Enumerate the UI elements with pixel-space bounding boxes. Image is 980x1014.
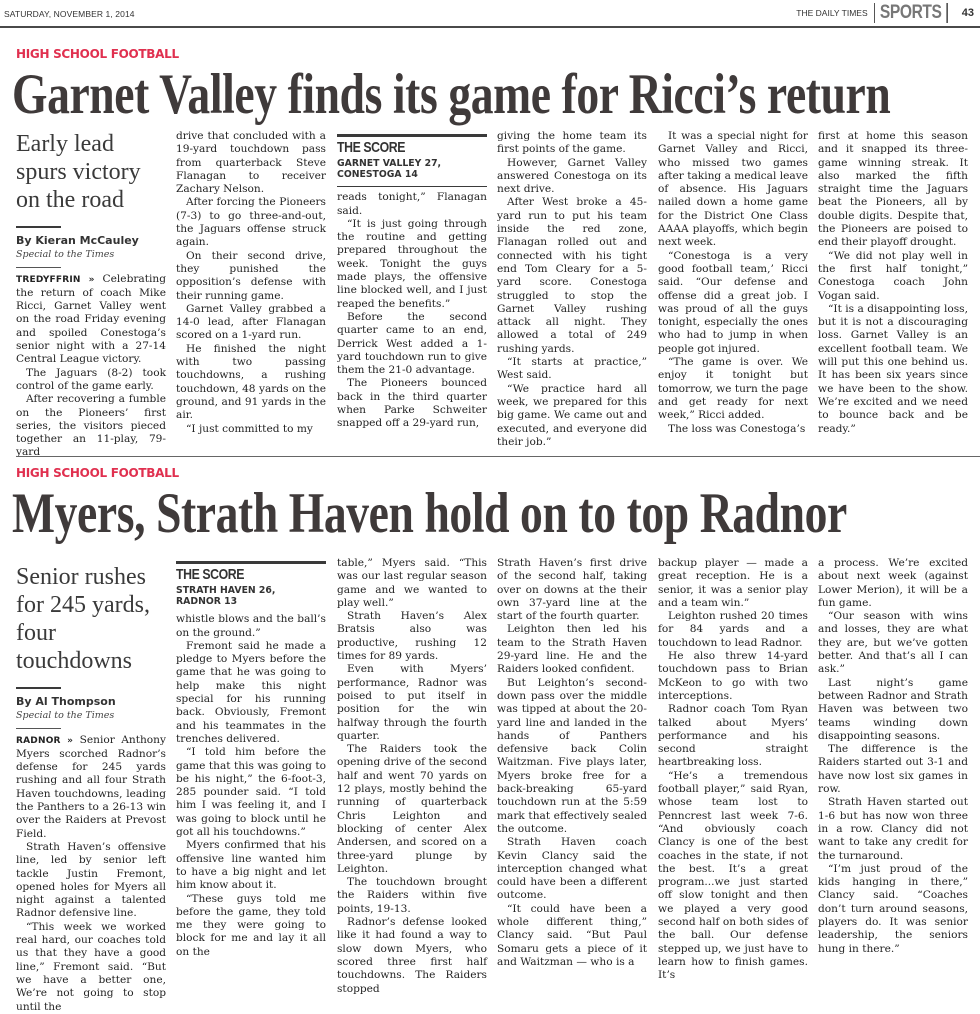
paragraph: Strath Haven’s first drive of the second half, taking over on downs at the their own 37-yard line at the start of the fourth quarter. [497, 557, 647, 623]
paragraph: Strath Haven started out 1-6 but has now won three in a row. Clancy did not want to take any credit for the turnaround. [818, 796, 968, 862]
score-line-1: STRATH HAVEN 26, [176, 585, 276, 597]
paragraph: But Leighton’s second-down pass over the middle was tipped at about the 20-yard line and landed in the hands of Panthers defensive back Colin Waitzman. Five plays later, Myers broke free for a back-breaking 65-yard touchdown run at the 5:59 mark that effectively sealed the outcome. [497, 676, 647, 835]
byline: By Kieran McCauley [16, 234, 139, 247]
story-divider [16, 456, 980, 457]
score-box [337, 134, 487, 187]
paragraph: The difference is the Raiders started out 3-1 and have now lost six games in row. [818, 743, 968, 796]
column-1 [16, 130, 166, 460]
score-title: THE SCORE [176, 566, 245, 583]
column-3 [337, 557, 487, 996]
paragraph: RADNOR » Senior Anthony Myers scorched Radnor’s defense for 245 yards rushing and all four Strath Haven touchdowns, leading the Panthers to a 26-13 win over the Raiders at Prevost Field. [16, 733, 166, 840]
column-5 [658, 130, 808, 436]
deck: Early lead spurs victory on the road [16, 131, 141, 213]
score-line-2: CONESTOGA 14 [337, 169, 418, 181]
paragraph: He finished the night with two passing touchdowns, a rushing touchdown, 48 yards on the ground, and 91 yards in the air. [176, 342, 326, 422]
column-1 [16, 563, 166, 1014]
score-line-1: GARNET VALLEY 27, [337, 158, 442, 170]
byline-rule [16, 728, 61, 729]
paragraph: a process. We’re excited about next week (against Lower Merion), it will be a fun game. [818, 557, 968, 609]
byline-affiliation: Special to the Times [16, 710, 115, 722]
kicker: HIGH SCHOOL FOOTBALL [16, 47, 179, 61]
column-6 [818, 557, 968, 956]
paragraph: Radnor coach Tom Ryan talked about Myers’ performance and his second straight heartbreaking loss. [658, 703, 808, 769]
paragraph: On their second drive, they punished the opposition’s defense with their running game. [176, 249, 326, 302]
paragraph: The Pioneers bounced back in the third quarter when Parke Schweiter snapped off a 29-yard run, [337, 377, 487, 430]
paragraph: Leighton rushed 20 times for 84 yards and a touchdown to lead Radnor. [658, 610, 808, 649]
paragraph: “It starts at practice,” West said. [497, 356, 647, 382]
paragraph: Before the second quarter came to an end, Derrick West added a 1-yard touchdown run to give them the 21-0 advantage. [337, 310, 487, 377]
paragraph: “I’m just proud of the kids hanging in there,” Clancy said. “Coaches don’t turn around seasons, players do. It was senior leadership, the seniors hung in there.” [818, 862, 968, 955]
paragraph: Strath Haven’s Alex Bratsis also was productive, rushing 12 times for 89 yards. [337, 610, 487, 663]
headline: Garnet Valley finds its game for Ricci’s return [12, 63, 891, 126]
masthead [0, 0, 980, 28]
section-name: SPORTS [875, 3, 948, 23]
paragraph: Leighton then led his team to the Strath Haven 29-yard line. He and the Raiders looked confident. [497, 623, 647, 676]
byline-affiliation: Special to the Times [16, 249, 115, 261]
paragraph: “It could have been a whole different thing,” Clancy said. “But Paul Somaru gets a piece of it and Waitzman — who is a [497, 902, 647, 968]
paragraph: reads tonight,” Flanagan said. [337, 191, 487, 217]
kicker: HIGH SCHOOL FOOTBALL [16, 466, 179, 480]
byline-rule [16, 267, 61, 268]
paragraph: “We practice hard all week, we prepared for this big game. We came out and executed, and everyone did their job.” [497, 382, 647, 448]
paragraph: “These guys told me before the game, they told me they were going to block for me and lay it all on the [176, 892, 326, 958]
paragraph: The Raiders took the opening drive of the second half and went 70 yards on 12 plays, mostly behind the running of quarterback Chris Leighton and blocking of center Alex Andersen, and scored on a three-yard plunge by Leighton. [337, 743, 487, 875]
paragraph: “He’s a tremendous football player,” said Ryan, whose team lost to Penncrest last week 7-6. “And obviously coach Clancy is one of the best coaches in the state, if not the best. It’s a great program...we just started off slow tonight and then we played a very good second half on both sides of the ball. Our defense stepped up, we just have to learn how to finish games. It’s [658, 769, 808, 982]
paragraph: “I told him before the game that this was going to be his night,” the 6-foot-3, 285 pounder said. “I told him I was feeling it, and I was going to block until he got all his touchdowns.” [176, 746, 326, 839]
paragraph: “We did not play well in the first half tonight,” Conestoga coach John Vogan said. [818, 249, 968, 302]
score-box [176, 561, 326, 609]
paragraph: “This week we worked real hard, our coaches told us that they have a good line,” Fremont said. “But we have a better one, We’re not going to stop until the [16, 920, 166, 1013]
headline: Myers, Strath Haven hold on to top Radnor [12, 482, 847, 545]
paragraph: However, Garnet Valley answered Conestoga on its next drive. [497, 156, 647, 196]
paragraph: “It is a disappointing loss, but it is not a discouraging loss. Garnet Valley is an excellent football team. We will put this one behind us. It has been six years since we have been to the show. We’re excited and we need to bounce back and be ready.” [818, 302, 968, 435]
paragraph: “Our season with wins and losses, they are what they are, but we’ve gotten better. And that’s all I can ask.” [818, 610, 968, 676]
column-4 [497, 130, 647, 449]
deck: Senior rushes for 245 yards, four touchdowns [16, 564, 150, 674]
paper-name: THE DAILY TIMES [796, 3, 874, 23]
page-number: 43 [961, 7, 974, 19]
column-2 [176, 561, 326, 959]
paragraph: backup player — made a great reception. He is a senior, it was a senior play and a team win.” [658, 557, 808, 609]
dateline: TREDYFFRIN » [16, 274, 95, 285]
paragraph: Strath Haven coach Kevin Clancy said the interception changed what could have been a different outcome. [497, 836, 647, 902]
paragraph: first at home this season and it snapped its three-game winning streak. It also marked the fifth straight time the Jaguars beat the Pioneers, all by double digits. Despite that, the Pioneers are poised to end their playoff drought. [818, 130, 968, 249]
paragraph: He also threw 14-yard touchdown pass to Brian McKeon to go with two interceptions. [658, 650, 808, 702]
paragraph: Radnor’s defense looked like it had found a way to slow down Myers, who scored three first half touchdowns. The Raiders stopped [337, 916, 487, 995]
paragraph: Last night’s game between Radnor and Strath Haven was between two teams winding down disappointing seasons. [818, 676, 968, 742]
score-line-2: RADNOR 13 [176, 596, 238, 608]
byline: By Al Thompson [16, 695, 116, 708]
deck-rule [16, 687, 61, 689]
paragraph: The touchdown brought the Raiders within five points, 19-13. [337, 876, 487, 915]
paragraph: Myers confirmed that his offensive line wanted him to have a big night and let him know about it. [176, 839, 326, 892]
score-title: THE SCORE [337, 139, 406, 156]
paragraph: “It is just going through the routine and getting prepared throughout the week. Tonight the guys made plays, the offensive line blocked well, and I just reaped the benefits.” [337, 217, 487, 310]
paragraph: After West broke a 45-yard run to put his team inside the red zone, Flanagan rolled out and connected with his tight end Tom Cleary for a 5-yard score. Conestoga struggled to stop the Garnet Valley rushing attack all night. They allowed a total of 249 rushing yards. [497, 196, 647, 355]
column-5 [658, 557, 808, 983]
column-2 [176, 130, 326, 436]
paragraph: The Jaguars (8-2) took control of the game early. [16, 366, 166, 392]
paragraph: After forcing the Pioneers (7-3) to go three-and-out, the Jaguars offense struck again. [176, 196, 326, 249]
paragraph: “I just committed to my [186, 422, 313, 435]
paragraph: TREDYFFRIN » Celebrating the return of coach Mike Ricci, Garnet Valley went on the road Friday evening and spoiled Conestoga’s senior night with a 27-14 Central League victory. [16, 272, 166, 366]
paragraph: whistle blows and the ball’s on the ground.” [176, 613, 326, 639]
paragraph: Even with Myers’ performance, Radnor was poised to put itself in position for the win halfway through the fourth quarter. [337, 663, 487, 742]
column-4 [497, 557, 647, 969]
paragraph: Garnet Valley grabbed a 14-0 lead, after Flanagan scored on a 1-yard run. [176, 302, 326, 342]
issue-date: SATURDAY, NOVEMBER 1, 2014 [4, 9, 135, 19]
paragraph: giving the home team its first points of the game. [497, 130, 647, 156]
paragraph: Strath Haven’s offensive line, led by senior left tackle Justin Fremont, opened holes for Myers all night against a talented Radnor defensive line. [16, 840, 166, 920]
paragraph: “Conestoga is a very good football team,’ Ricci said. “Our defense and offense did a great job. I was proud of all the guys tonight, especially the ones who had to jump in when people got injured. [658, 249, 808, 355]
deck-rule [16, 226, 61, 228]
paragraph: Fremont said he made a pledge to Myers before the game that he was going to help make this night special for his running back. Obviously, Fremont and his teammates in the trenches delivered. [176, 639, 326, 745]
column-6 [818, 130, 968, 436]
paragraph: It was a special night for Garnet Valley and Ricci, who missed two games after taking a medical leave of absence. His Jaguars nailed down a home game for the District One Class AAAA playoffs, which begin next week. [658, 130, 808, 249]
column-3 [337, 134, 487, 431]
paragraph: drive that concluded with a 19-yard touchdown pass from quarterback Steve Flanagan to receiver Zachary Nelson. [176, 130, 326, 196]
masthead-right [796, 3, 974, 23]
paragraph: table,” Myers said. “This was our last regular season game and we wanted to play well.” [337, 557, 487, 609]
paragraph: “The game is over. We enjoy it tonight but tomorrow, we turn the page and get ready for next week,” Ricci added. [658, 356, 809, 422]
paragraph: After recovering a fumble on the Pioneers’ first series, the visitors pieced together an 11-play, 79-yard [16, 393, 166, 459]
dateline: RADNOR » [16, 735, 74, 746]
paragraph: The loss was Conestoga’s [668, 422, 806, 435]
